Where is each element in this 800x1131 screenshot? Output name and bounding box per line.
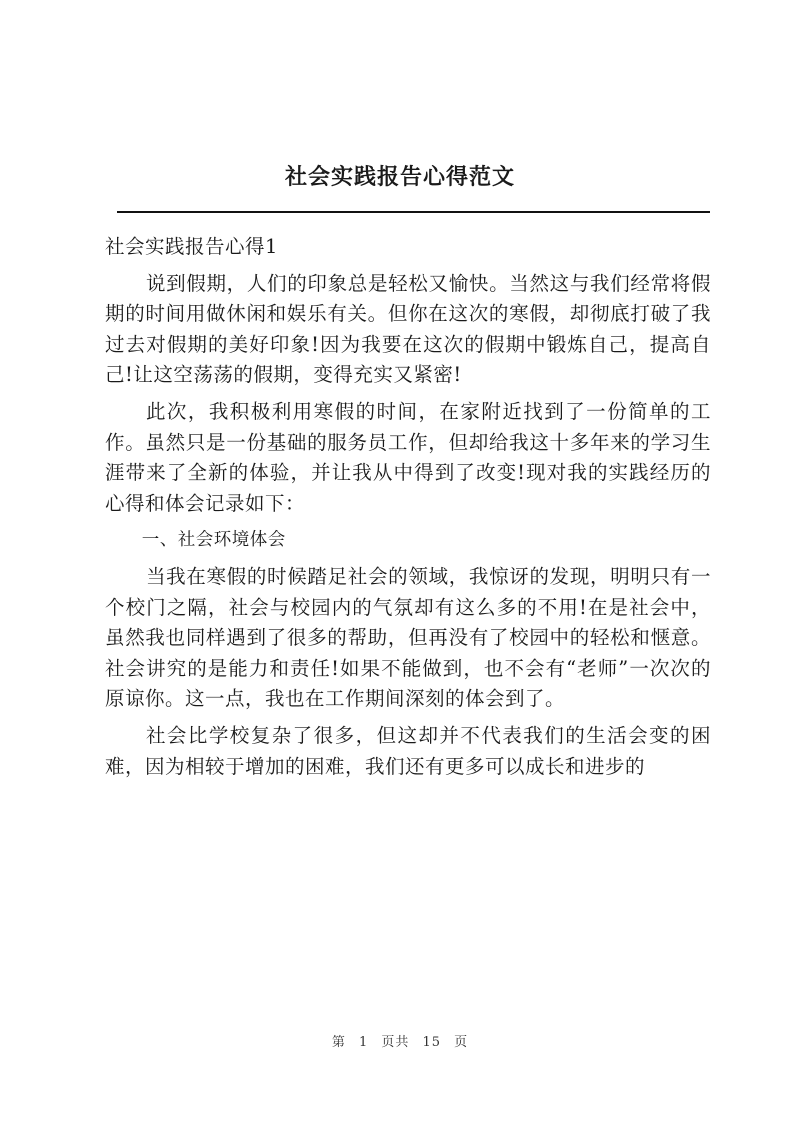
section-label: 社会实践报告心得1 (105, 235, 278, 258)
document-title: 社会实践报告心得范文 (284, 164, 515, 190)
page-footer: 第 1 页共 15 页 (331, 1035, 469, 1050)
title-divider (117, 211, 710, 213)
paragraph-2: 此次，我积极利用寒假的时间，在家附近找到了一份简单的工作。虽然只是一份基础的服务员工作，但却给我这十多年来的学习生涯带来了全新的体验，并让我从中得到了改变!现对我的实践经历的心得和体会记录如下： (105, 399, 711, 515)
paragraph-4: 社会比学校复杂了很多，但这却并不代表我们的生活会变的困难，因为相较于增加的困难，我们还有更多可以成长和进步的 (105, 723, 711, 778)
section-heading: 一、社会环境体会 (141, 530, 286, 551)
paragraph-3: 当我在寒假的时候踏足社会的领域，我惊讶的发现，明明只有一个校门之隔，社会与校园内的气氛却有这么多的不用!在是社会中，虽然我也同样遇到了很多的帮助，但再没有了校园中的轻松和惬意。社会讲究的是能力和责任!如果不能做到，也不会有“老师”一次次的原谅你。这一点，我也在工作期间深刻的体会到了。 (105, 564, 711, 711)
document-body (105, 232, 711, 782)
paragraph-1: 说到假期，人们的印象总是轻松又愉快。当然这与我们经常将假期的时间用做休闲和娱乐有关。但你在这次的寒假，却彻底打破了我过去对假期的美好印象!因为我要在这次的假期中锻炼自己，提高自己!让这空荡荡的假期，变得充实又紧密! (105, 271, 711, 387)
